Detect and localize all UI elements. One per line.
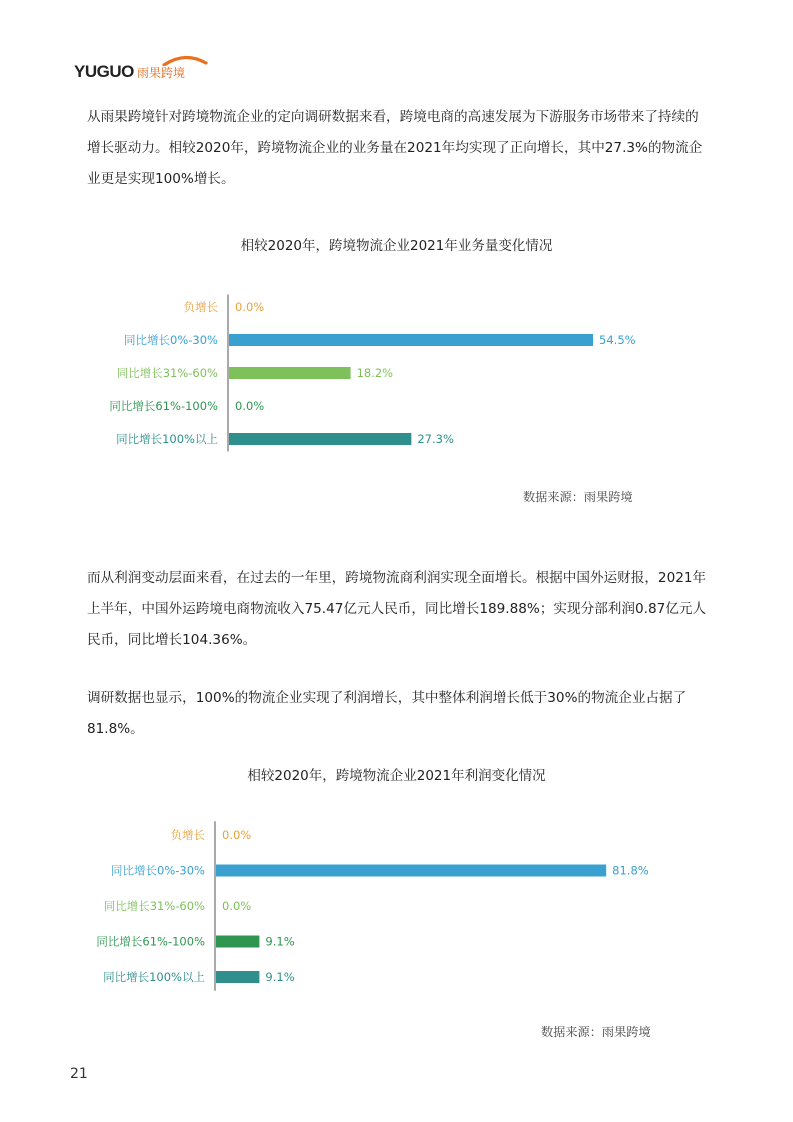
value-label: 18.2%	[356, 366, 394, 380]
category-label: 同比增长100%以上	[116, 432, 218, 446]
value-label: 0.0%	[235, 399, 265, 413]
category-label: 负增长	[183, 300, 218, 314]
category-label: 同比增长31%-60%	[116, 366, 218, 380]
category-label: 同比增长61%-100%	[109, 399, 218, 413]
category-label: 同比增长100%以上	[103, 970, 205, 984]
value-label: 9.1%	[265, 970, 295, 984]
value-label: 0.0%	[222, 828, 252, 842]
chart-2-title: 相较2020年，跨境物流企业2021年利润变化情况	[247, 768, 546, 784]
category-label: 同比增长61%-100%	[96, 934, 205, 949]
bar	[216, 936, 259, 948]
chart-2-source: 数据来源：雨果跨境	[541, 1025, 651, 1039]
logo-chinese-name: 雨果跨境	[137, 66, 186, 80]
value-label: 81.8%	[612, 863, 649, 878]
value-label: 54.5%	[599, 333, 636, 347]
bar	[216, 971, 259, 983]
paragraph-profit: 而从利润变动层面来看，在过去的一年里，跨境物流商利润实现全面增长。根据中国外运财报，2021年上半年，中国外运跨境电商物流收入75.47亿元人民币，同比增长189.88%；实现分部利润0.87亿元人民币，同比增长104.36%。	[87, 570, 707, 648]
paragraph-survey: 调研数据也显示，100%的物流企业实现了利润增长，其中整体利润增长低于30%的物流企业占据了81.8%。	[87, 690, 687, 737]
category-label: 负增长	[170, 828, 205, 842]
paragraph-intro: 从雨果跨境针对跨境物流企业的定向调研数据来看，跨境电商的高速发展为下游服务市场带来了持续的增长驱动力。相较2020年，跨境物流企业的业务量在2021年均实现了正向增长，其中27.3%的物流企业更是实现100%增长。	[87, 109, 703, 187]
category-label: 同比增长31%-60%	[103, 899, 205, 913]
page-number: 21	[70, 1066, 88, 1082]
category-label: 同比增长0%-30%	[111, 863, 205, 878]
bar	[216, 865, 606, 877]
value-label: 0.0%	[222, 899, 252, 913]
value-label: 27.3%	[417, 432, 454, 446]
value-label: 0.0%	[235, 300, 265, 314]
value-label: 9.1%	[265, 934, 295, 949]
category-label: 同比增长0%-30%	[124, 333, 218, 347]
chart-1-source: 数据来源：雨果跨境	[523, 490, 633, 504]
logo-wordmark: YUGUO	[74, 62, 134, 81]
chart-1-title: 相较2020年，跨境物流企业2021年业务量变化情况	[240, 238, 553, 254]
